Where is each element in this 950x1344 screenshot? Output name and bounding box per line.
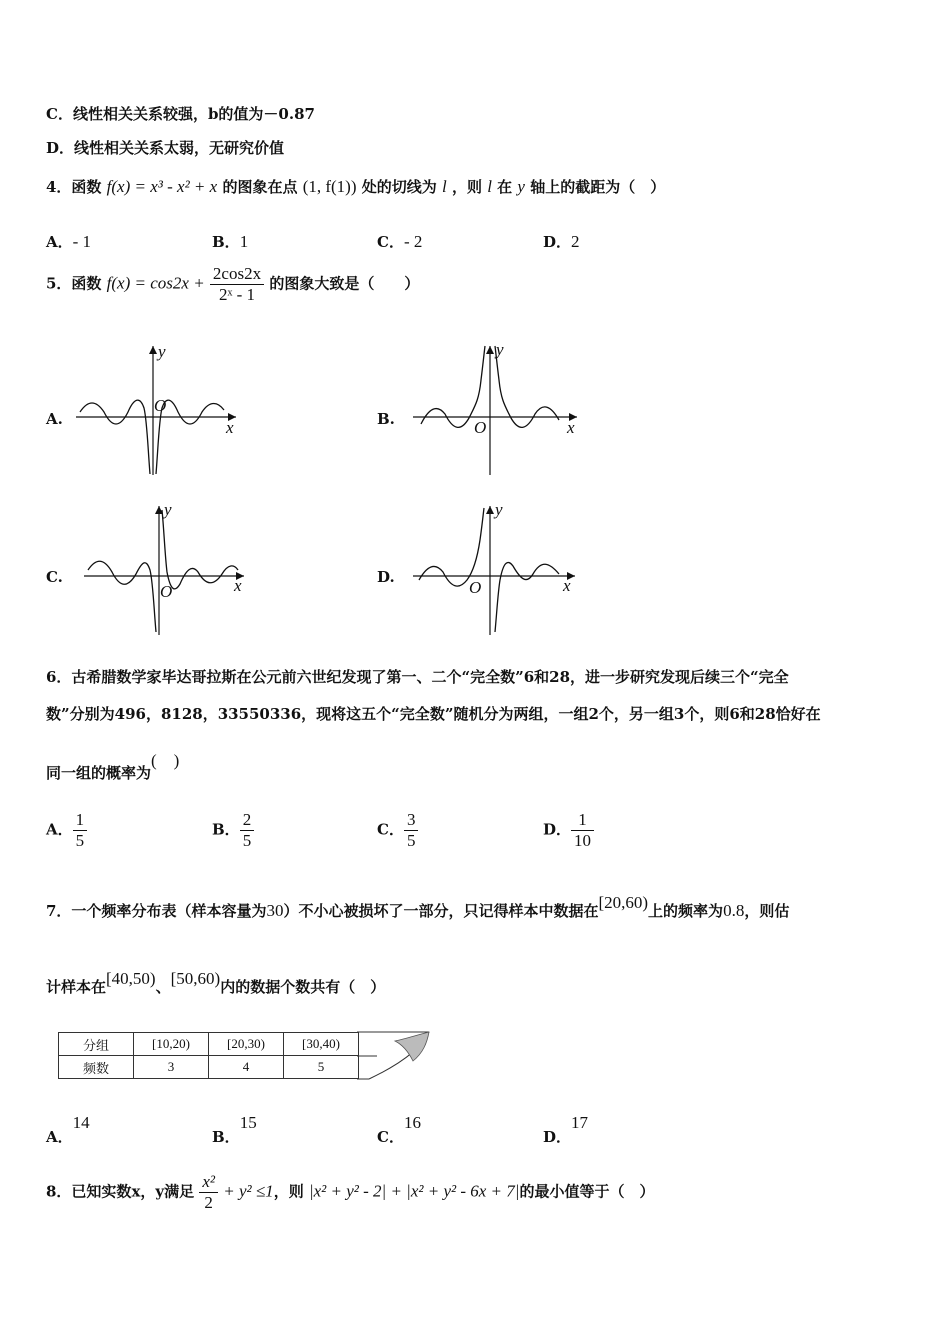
q4-text-3: ，则 [451, 178, 482, 196]
q7-option-d [543, 1112, 589, 1146]
q7-separator: 、 [155, 978, 171, 996]
q4-text-2: 处的切线为 [361, 178, 437, 196]
q4-option-a-value: - 1 [72, 232, 92, 251]
table-row [59, 1056, 359, 1079]
q6-a-den: 5 [73, 830, 88, 851]
q7-sample-size: 30 [266, 901, 284, 920]
q7-text-6: 内的数据个数共有（ ） [220, 978, 386, 996]
q4-number: 4．函数 [46, 178, 102, 196]
q7-option-c-label: C． [377, 1128, 404, 1146]
graph-b-x-label: x [567, 418, 575, 437]
q7-option-a [46, 1112, 90, 1146]
q8-text-2: ，则 [273, 1182, 304, 1201]
q6-option-a-frac [73, 810, 88, 851]
q6-option-a [46, 810, 87, 851]
q5-graph-a [46, 340, 246, 484]
graph-d-y-label: y [495, 500, 503, 519]
q4-option-d-label: D． [543, 233, 572, 251]
q6-a-num: 1 [75, 810, 85, 829]
q6-option-b-frac [240, 810, 255, 851]
graph-c-x-label: x [234, 576, 242, 595]
table-cell: 频数 [59, 1056, 134, 1079]
graph-b-y-label: y [496, 340, 504, 359]
q6-option-c-frac [404, 810, 419, 851]
q4-stem [46, 176, 665, 197]
q4-line-var: l [441, 177, 447, 196]
q6-option-a-label: A． [46, 820, 73, 839]
q4-option-c-value: - 2 [403, 232, 423, 251]
q4-option-b-label: B． [212, 233, 240, 251]
table-row [59, 1033, 359, 1056]
q6-d-den: 10 [571, 830, 594, 851]
graph-a-label: A. [46, 410, 63, 428]
q4-option-c-label: C． [377, 233, 404, 251]
q6-option-c-label: C． [377, 820, 404, 839]
q6-c-num: 3 [406, 810, 416, 829]
q7-option-b [212, 1112, 257, 1146]
q7-text-2: ）不小心被损坏了一部分，只记得样本中数据在 [283, 902, 599, 920]
q7-interval-2: [50,60) [170, 969, 221, 988]
graph-c-label: C. [46, 568, 63, 586]
q7-text-5: 计样本在 [46, 978, 107, 996]
q6-option-c [377, 810, 418, 851]
q7-option-d-label: D． [543, 1128, 572, 1146]
q4-option-d-value: 2 [571, 232, 580, 251]
q8-fraction [199, 1172, 218, 1213]
q7-option-c [377, 1112, 421, 1146]
graph-c-origin: O [160, 582, 173, 601]
q6-line-1: 6．古希腊数学家毕达哥拉斯在公元前六世纪发现了第一、二个“完全数”6和28，进一步研究发现后续三个“完全 [46, 668, 789, 686]
q5-text: 的图象大致是（ ） [269, 274, 420, 293]
q8-frac-den: 2 [199, 1192, 218, 1213]
graph-a-x-label: x [226, 418, 234, 437]
graph-a-y-label: y [158, 342, 166, 361]
table-cell: 3 [134, 1056, 209, 1079]
q7-frequency-table [58, 1032, 359, 1079]
q3-option-d: D．线性相关关系太弱，无研究价值 [46, 139, 285, 157]
q7-option-b-value: 15 [239, 1113, 257, 1132]
graph-b-svg [377, 340, 587, 480]
graph-d-svg [377, 500, 587, 640]
torn-corner-icon [357, 1031, 431, 1081]
q5-graph-c [46, 500, 256, 644]
q7-text-4: ，则估 [744, 902, 790, 920]
table-cell: 4 [209, 1056, 284, 1079]
q4-option-c [377, 231, 422, 252]
q6-line-3-text: 同一组的概率为 [46, 764, 152, 782]
q6-option-d-frac [571, 810, 594, 851]
q8-expression: |x² + y² - 2| + |x² + y² - 6x + 7| [308, 1181, 520, 1201]
q4-option-a-label: A． [46, 233, 73, 251]
q5-number: 5．函数 [46, 274, 102, 293]
q6-paren: ( ) [151, 751, 180, 770]
q6-b-num: 2 [242, 810, 252, 829]
q6-option-b [212, 810, 254, 851]
q4-option-d [543, 231, 580, 252]
graph-b-origin: O [474, 418, 487, 437]
q6-b-den: 5 [240, 830, 255, 851]
q5-frac-den: 2ˣ - 1 [210, 284, 264, 305]
graph-d-origin: O [469, 578, 482, 597]
table-cell: [30,40) [284, 1033, 359, 1056]
q7-interval-1: [40,50) [106, 969, 156, 988]
q4-point: (1, f(1)) [302, 177, 357, 196]
q3-option-c: C．线性相关关系较强，b的值为－0.87 [46, 105, 315, 123]
q5-graph-b [377, 340, 587, 484]
graph-b-label: B. [377, 410, 395, 428]
q7-option-c-value: 16 [403, 1113, 421, 1132]
q5-graph-d [377, 500, 587, 644]
q4-text-5: 轴上的截距为（ ） [530, 178, 666, 196]
q5-frac-num: 2cos2x [212, 264, 262, 283]
q6-line-2: 数”分别为496，8128，33550336，现将这五个“完全数”随机分为两组，一组2个，另一组3个，则6和28恰好在 [46, 705, 821, 723]
graph-d-label: D. [377, 568, 395, 586]
q4-text-4: 在 [497, 178, 513, 196]
q4-option-b [212, 231, 248, 252]
q7-text-1: 7．一个频率分布表（样本容量为 [46, 902, 267, 920]
graph-c-svg [46, 500, 256, 640]
graph-a-origin: O [154, 396, 167, 415]
q4-y-var: y [517, 177, 525, 196]
q7-text-3: 上的频率为 [648, 902, 724, 920]
table-cell: [10,20) [134, 1033, 209, 1056]
q6-option-b-label: B． [212, 820, 240, 839]
q6-d-num: 1 [578, 810, 587, 829]
q4-text-1: 的图象在点 [222, 178, 298, 196]
q8-text-1: 8．已知实数x，y满足 [46, 1182, 195, 1201]
table-cell: 5 [284, 1056, 359, 1079]
q6-option-d-label: D． [543, 820, 572, 839]
table-cell: [20,30) [209, 1033, 284, 1056]
q8-frac-num: x² [202, 1172, 215, 1191]
graph-a-svg [46, 340, 246, 480]
q7-interval: [20,60) [598, 893, 649, 912]
graph-d-x-label: x [563, 576, 571, 595]
q4-line-var-2: l [487, 177, 492, 196]
q7-option-a-value: 14 [72, 1113, 90, 1132]
q6-c-den: 5 [404, 830, 419, 851]
q4-option-a [46, 231, 91, 252]
q7-frequency: 0.8 [723, 901, 745, 920]
q5-stem [46, 264, 419, 305]
q7-option-b-label: B． [212, 1128, 240, 1146]
q8-stem [46, 1172, 654, 1213]
table-cell: 分组 [59, 1033, 134, 1056]
q7-option-d-value: 17 [571, 1113, 589, 1132]
q8-condition: + y² ≤1 [223, 1181, 274, 1201]
q7-line-2 [46, 969, 386, 997]
q8-text-3: 的最小值等于（ ） [519, 1182, 655, 1201]
q4-option-b-value: 1 [239, 232, 249, 251]
q5-fraction [210, 264, 264, 305]
q4-function: f(x) = x³ - x² + x [106, 177, 218, 196]
q7-line-1 [46, 893, 790, 921]
q6-line-3 [46, 751, 180, 783]
q5-function-left: f(x) = cos2x + [106, 273, 205, 293]
q6-option-d [543, 810, 594, 851]
q7-option-a-label: A． [46, 1128, 73, 1146]
graph-c-y-label: y [164, 500, 172, 519]
